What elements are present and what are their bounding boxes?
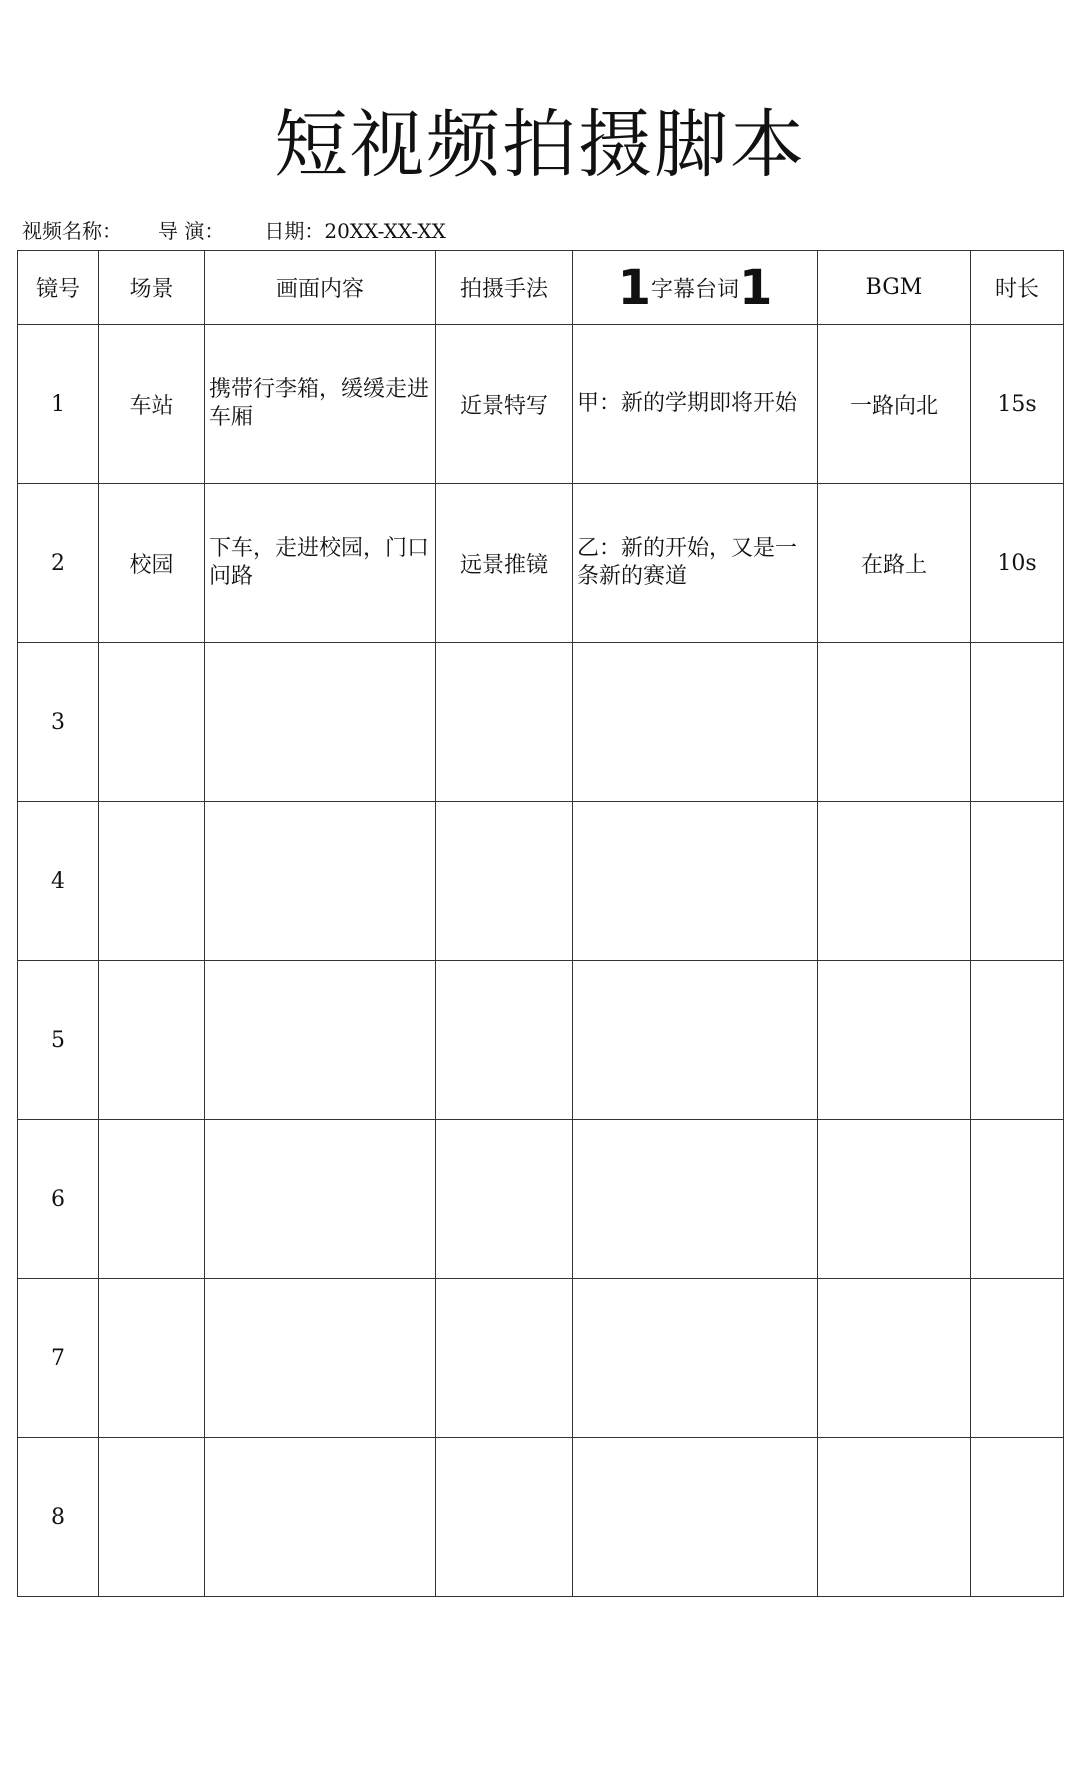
cell-technique: 远景推镜 <box>436 484 573 643</box>
meta-line <box>22 218 446 244</box>
col-header-duration: 时长 <box>971 251 1064 325</box>
director-label: 导 演： <box>158 219 225 243</box>
script-table <box>17 250 1064 1597</box>
cell-subtitle <box>573 802 818 961</box>
cell-scene <box>99 1438 205 1597</box>
cell-technique <box>436 1279 573 1438</box>
col-header-technique: 拍摄手法 <box>436 251 573 325</box>
cell-shot-no: 2 <box>18 484 99 643</box>
cell-scene: 校园 <box>99 484 205 643</box>
cell-scene: 车站 <box>99 325 205 484</box>
header-row <box>18 251 1064 325</box>
col-header-subtitle <box>573 251 818 325</box>
cell-subtitle: 乙：新的开始，又是一条新的赛道 <box>573 484 818 643</box>
date-value: 20XX-XX-XX <box>324 219 446 243</box>
cell-content <box>205 961 436 1120</box>
cell-shot-no: 5 <box>18 961 99 1120</box>
cell-duration <box>971 1279 1064 1438</box>
subtitle-header-prefix: 1 <box>617 259 651 316</box>
cell-duration <box>971 961 1064 1120</box>
col-header-scene: 场景 <box>99 251 205 325</box>
cell-shot-no: 6 <box>18 1120 99 1279</box>
cell-bgm <box>818 1120 971 1279</box>
cell-shot-no: 8 <box>18 1438 99 1597</box>
cell-content <box>205 802 436 961</box>
cell-bgm <box>818 643 971 802</box>
cell-technique: 近景特写 <box>436 325 573 484</box>
cell-technique <box>436 643 573 802</box>
cell-bgm: 一路向北 <box>818 325 971 484</box>
table-row <box>18 1438 1064 1597</box>
table-row <box>18 802 1064 961</box>
cell-duration <box>971 1438 1064 1597</box>
subtitle-header-label: 字幕台词 <box>650 277 739 302</box>
cell-bgm: 在路上 <box>818 484 971 643</box>
cell-content <box>205 1279 436 1438</box>
cell-duration <box>971 802 1064 961</box>
cell-content <box>205 1120 436 1279</box>
cell-subtitle <box>573 1120 818 1279</box>
col-header-content: 画面内容 <box>205 251 436 325</box>
cell-shot-no: 4 <box>18 802 99 961</box>
table-row <box>18 643 1064 802</box>
cell-scene <box>99 961 205 1120</box>
cell-subtitle: 甲：新的学期即将开始 <box>573 325 818 484</box>
cell-shot-no: 1 <box>18 325 99 484</box>
cell-technique <box>436 802 573 961</box>
col-header-shot-no: 镜号 <box>18 251 99 325</box>
table-row <box>18 484 1064 643</box>
cell-content <box>205 643 436 802</box>
cell-content: 下车，走进校园，门口问路 <box>205 484 436 643</box>
cell-technique <box>436 1438 573 1597</box>
cell-technique <box>436 1120 573 1279</box>
cell-subtitle <box>573 1279 818 1438</box>
table-row <box>18 1279 1064 1438</box>
subtitle-header-suffix: 1 <box>739 259 773 316</box>
cell-content <box>205 1438 436 1597</box>
table-row <box>18 1120 1064 1279</box>
cell-duration <box>971 1120 1064 1279</box>
cell-subtitle <box>573 643 818 802</box>
cell-shot-no: 3 <box>18 643 99 802</box>
cell-bgm <box>818 1438 971 1597</box>
table-row <box>18 961 1064 1120</box>
col-header-bgm: BGM <box>818 251 971 325</box>
cell-bgm <box>818 802 971 961</box>
cell-scene <box>99 1120 205 1279</box>
cell-bgm <box>818 961 971 1120</box>
page-title: 短视频拍摄脚本 <box>274 102 806 188</box>
cell-scene <box>99 802 205 961</box>
cell-scene <box>99 643 205 802</box>
date-label: 日期： <box>264 219 325 243</box>
cell-scene <box>99 1279 205 1438</box>
cell-subtitle <box>573 1438 818 1597</box>
table-row <box>18 325 1064 484</box>
cell-shot-no: 7 <box>18 1279 99 1438</box>
cell-duration: 10s <box>971 484 1064 643</box>
cell-subtitle <box>573 961 818 1120</box>
video-name-label: 视频名称： <box>22 219 122 243</box>
cell-technique <box>436 961 573 1120</box>
cell-bgm <box>818 1279 971 1438</box>
cell-content: 携带行李箱，缓缓走进车厢 <box>205 325 436 484</box>
cell-duration <box>971 643 1064 802</box>
cell-duration: 15s <box>971 325 1064 484</box>
